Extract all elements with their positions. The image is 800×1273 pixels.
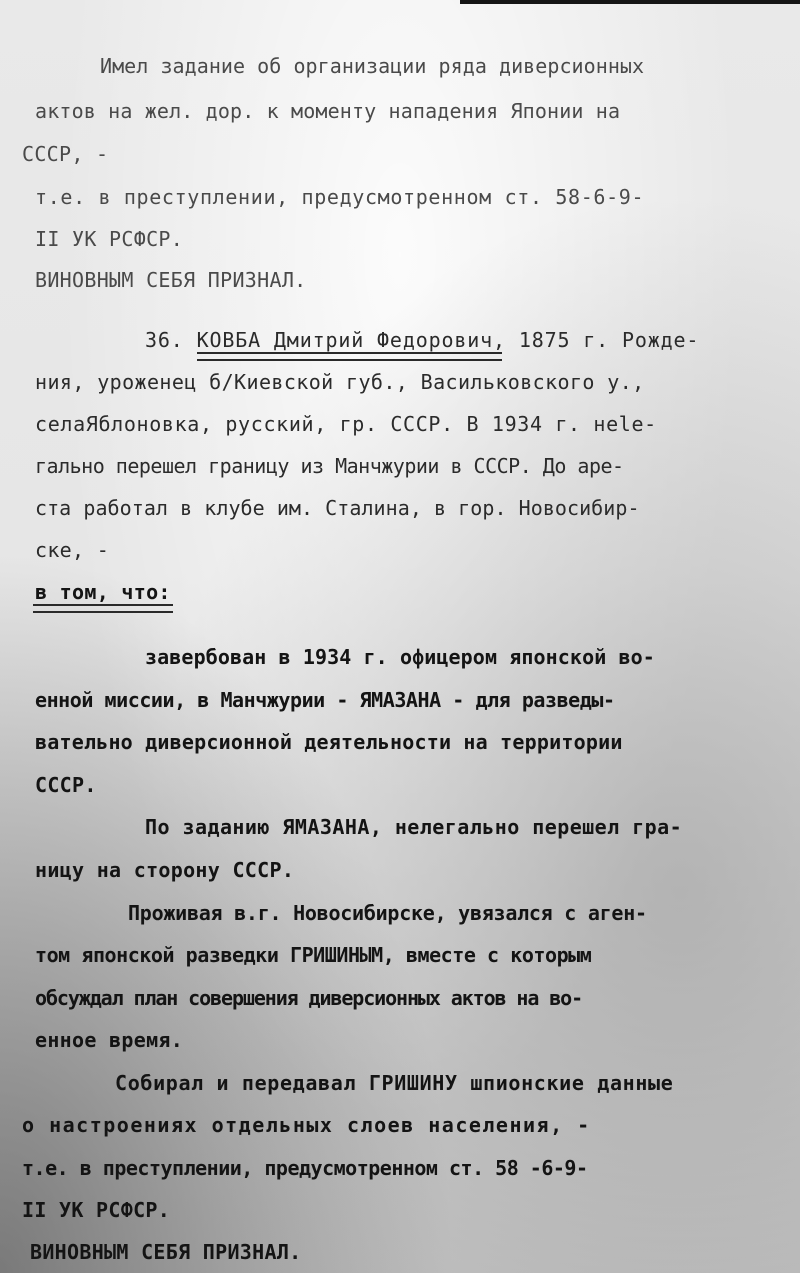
heading-underline (33, 604, 173, 613)
text-line: По заданию ЯМАЗАНА, нелегально перешел гра- (145, 815, 683, 839)
text-line: ницу на сторону СССР. (35, 858, 295, 882)
text-line: селаЯблоновка, русский, гр. СССР. В 1934 г. нele- (35, 412, 657, 436)
text-line: ске, - (35, 538, 110, 562)
text-line: в том, что: (35, 580, 171, 604)
text-line: гально перешел границу из Манчжурии в СССР. До аре- (35, 454, 624, 478)
text-line: Проживая в.г. Новосибирске, увязался с аген- (128, 901, 647, 925)
name-underline (197, 352, 502, 361)
text-line: СССР, - (22, 142, 109, 166)
text-line: актов на жел. дор. к моменту нападения Японии на (35, 99, 621, 123)
text-line: СССР. (35, 773, 97, 797)
text-line: Имел задание об организации ряда диверсионных (100, 54, 645, 78)
text-line: обсуждал план совершения диверсионных актов на во- (35, 986, 583, 1010)
text-line: том японской разведки ГРИШИНЫМ, вместе с которым (35, 943, 592, 967)
text-line: ния, уроженец б/Киевской губ., Васильковского у., (35, 370, 645, 394)
text-line: завербован в 1934 г. офицером японской во- (145, 645, 655, 669)
text-line: т.е. в преступлении, предусмотренном ст. 58-6-9- (35, 185, 645, 209)
text-line: 36. КОВБА Дмитрий Федорович, 1875 г. Рожде- (145, 328, 700, 352)
text-line: Собирал и передавал ГРИШИНУ шпионские данные (115, 1071, 674, 1095)
text-line: вательно диверсионной деятельности на территории (35, 730, 623, 754)
text-line: т.е. в преступлении, предусмотренном ст. 58 -6-9- (22, 1156, 588, 1180)
scan-edge-bar (460, 0, 800, 4)
text-line: ВИНОВНЫМ СЕБЯ ПРИЗНАЛ. (35, 268, 307, 292)
text-line: II УК РСФСР. (22, 1198, 171, 1222)
text-line: енное время. (35, 1028, 184, 1052)
text-line: енной миссии, в Манчжурии - ЯМАЗАНА - для разведы- (35, 688, 615, 712)
text-line: о настроениях отдельных слоев населения, - (22, 1113, 591, 1137)
text-line: II УК РСФСР. (35, 227, 184, 251)
text-line: ста работал в клубе им. Сталина, в гор. Новосибир- (35, 496, 640, 520)
text-line: ВИНОВНЫМ СЕБЯ ПРИЗНАЛ. (30, 1240, 302, 1264)
